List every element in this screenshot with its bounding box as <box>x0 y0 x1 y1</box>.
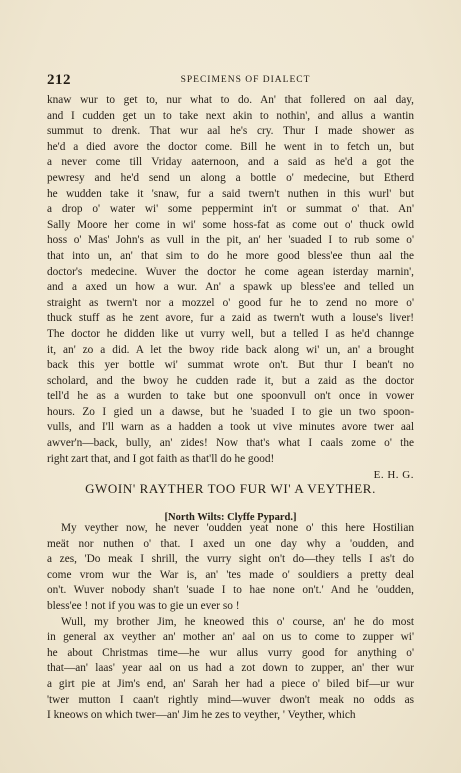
text-line: right zart that, and I got faith as that'll do he good! <box>47 452 275 465</box>
page-number: 212 <box>47 72 71 88</box>
text-line: vulls, and I'll warn as a hadden a took ut vive minutes avore twer aal <box>47 421 414 434</box>
text-line: awver'n—back, bully, an' zides! Now that's what I caals zome o' the <box>47 437 414 450</box>
text-line: scholard, and the bwoy he cudden rade it, but a zaid as the doctor <box>47 374 414 387</box>
text-line: knaw wur to get to, nur what to do. An' that follered on aal day, <box>47 94 414 106</box>
running-title: SPECIMENS OF DIALECT <box>180 75 311 85</box>
text-line: a drop o' water wi' some peppermint in't or summat o' that. An' <box>47 203 414 216</box>
text-line: My veyther now, he never 'oudden yeat none o' this here Hostilian <box>61 522 414 534</box>
text-line: 'twer mutton I caan't rightly mind—wuver dwon't meak no odds as <box>47 693 414 706</box>
text-line: back this yer bottle wi' summat wrote on't. But thur I bean't no <box>47 359 414 372</box>
text-line: I kneows on which twer—an' Jim he zes to veyther, ' Veyther, which <box>47 709 356 722</box>
text-line: summut to drenk. That wur aal he's cry. Thur I made shower as <box>47 125 414 138</box>
text-line: thuck stuff as he zent avore, fur a zaid as twern't wuth a louse's liver! <box>47 312 414 325</box>
text-line: hours. Zo I gied un a dawse, but he 'suaded I to gie un two spoon- <box>47 405 414 418</box>
dialect-passage-one <box>47 93 414 467</box>
text-line: he wudden take it 'snaw, fur a said twern't nuthen in this wurl' but <box>47 187 414 200</box>
text-line: pewresy and he'd send un along a bottle o' medecine, but Etherd <box>47 171 414 184</box>
text-line: doctor's medecine. Wuver the doctor he come agean isterday marnin', <box>47 265 414 278</box>
running-head <box>47 72 414 88</box>
text-line: a girt pie at Jim's end, an' Sarah her had a piece o' biled bif—ur wur <box>47 677 414 690</box>
text-line: he about Christmas time—he wur allus vurry good for anything o' <box>47 646 414 659</box>
section-subtitle-text: [North Wilts: Clyffe Pypard.] <box>164 512 297 523</box>
text-line: and I cudden get un to take next akin to nothin', and allus a wantin <box>47 109 414 122</box>
text-line: Sally Moore her come in wi' some hoss-fat as come out o' thuck owld <box>47 218 414 231</box>
text-line: bless'ee ! not if you was to gie un ever so ! <box>47 599 240 612</box>
text-line: that into un, an' that sim to do he more good bless'ee thun aal the <box>47 249 414 262</box>
text-line: meät nor nuthen o' that. I axed un one day why a 'oudden, and <box>47 537 414 550</box>
text-line: a zes, 'Do meak I shrill, the vurry sight on't do—they tells I as't do <box>47 553 414 566</box>
text-line: he'd a died avore the doctor come. Bill he went in to fetch un, but <box>47 140 414 153</box>
section-title: GWOIN' RAYTHER TOO FUR WI' A VEYTHER. <box>85 481 376 496</box>
text-line: The doctor he didden like ut vurry well, but a telled I as he'd channge <box>47 327 414 340</box>
text-line: Wull, my brother Jim, he kneowed this o' course, an' he do most <box>61 615 414 628</box>
text-line: it, an' zo a did. A let the bwoy ride back along wi' un, an' a brought <box>47 343 414 356</box>
dialect-passage-two <box>47 521 414 724</box>
text-line: come vrom wur the War is, an' 'tes made o' souldiers a pretty deal <box>47 568 414 581</box>
text-line: a never come till Vriday aaternoon, and a said as he'd a got the <box>47 156 414 169</box>
text-line: and a axed un how a wur. An' a spawk up bless'ee and telled un <box>47 281 414 294</box>
author-initials: E. H. G. <box>373 469 414 481</box>
text-line: on't. Wuver nobody shan't 'suade I to hae none on't.' And he 'oudden, <box>47 584 414 597</box>
text-line: in general ax veyther an' mother an' aal on us to come to zupper wi' <box>47 631 414 644</box>
text-line: tell'd he as a wurden to take but one spoonvull on't once in vower <box>47 390 414 403</box>
text-line: hoss o' Mas' John's as vull in the pit, an' her 'suaded I to rub some o' <box>47 234 414 247</box>
text-line: that—an' laas' year aal on us had a zot down to zupper, an' ther wur <box>47 662 414 675</box>
text-line: straight as twern't nor a mozzel o' good fur he to zend no more o' <box>47 296 414 309</box>
